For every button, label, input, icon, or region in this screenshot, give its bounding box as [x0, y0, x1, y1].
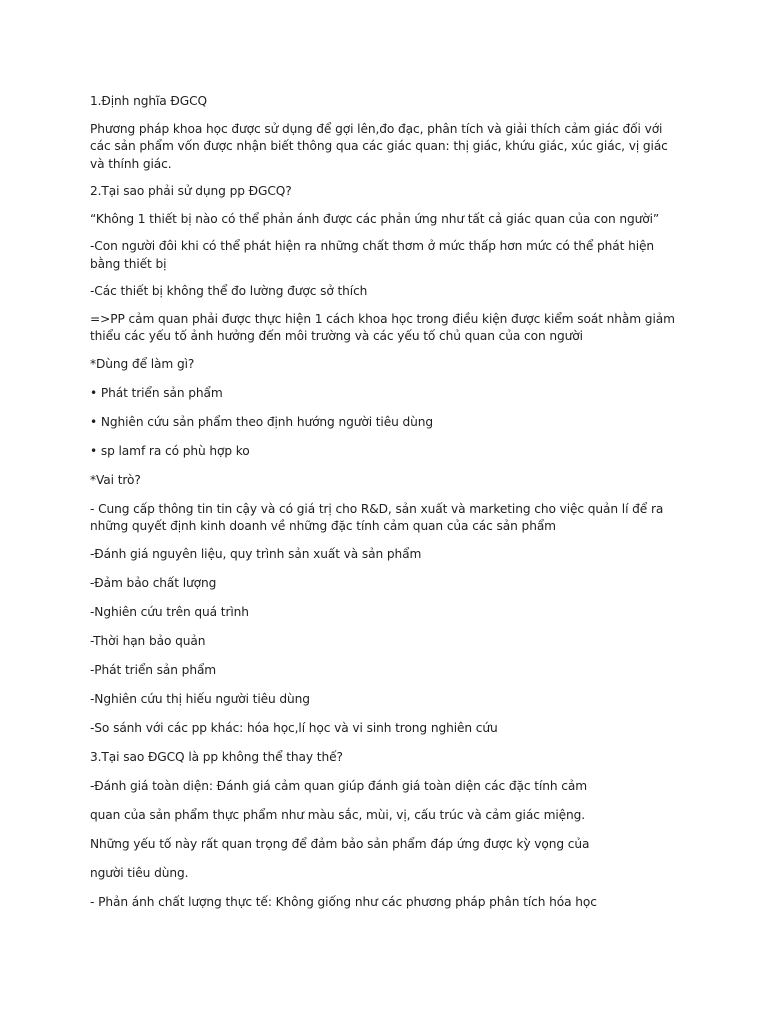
- role-paragraph: - Cung cấp thông tin tin cậy và có giá trị cho R&D, sản xuất và marketing cho việc quản lí để ra những quyết định kinh doanh về những đặc tính cảm quan của các sản phẩm: [90, 501, 664, 533]
- body-line: -Đánh giá toàn diện: Đánh giá cảm quan giúp đánh giá toàn diện các đặc tính cảm: [90, 778, 587, 793]
- role-item: -Đảm bảo chất lượng: [90, 575, 217, 590]
- role-item: -Đánh giá nguyên liệu, quy trình sản xuất và sản phẩm: [90, 546, 422, 561]
- reason-paragraph: -Các thiết bị không thể đo lường được sở thích: [90, 284, 368, 298]
- body-line: - Phản ánh chất lượng thực tế: Không giống như các phương pháp phân tích hóa học: [90, 894, 597, 909]
- role-item: -So sánh với các pp khác: hóa học,lí học và vi sinh trong nghiên cứu: [90, 720, 498, 735]
- document-body: [90, 93, 680, 923]
- body-line: Những yếu tố này rất quan trọng để đảm bảo sản phẩm đáp ứng được kỳ vọng của: [90, 836, 590, 851]
- section-heading-2: 2.Tại sao phải sử dụng pp ĐGCQ?: [90, 184, 292, 198]
- body-line: quan của sản phẩm thực phẩm như màu sắc, mùi, vị, cấu trúc và cảm giác miệng.: [90, 807, 586, 822]
- body-line: người tiêu dùng.: [90, 865, 189, 880]
- definition-paragraph: Phương pháp khoa học được sử dụng để gợi lên,đo đạc, phân tích và giải thích cảm giác đối với các sản phẩm vốn được nhận biết thông qua các giác quan: thị giác, khứu giác, xúc giác, vị giác và thính giác.: [90, 121, 668, 171]
- quote-paragraph: “Không 1 thiết bị nào có thể phản ánh được các phản ứng như tất cả giác quan của con người”: [90, 211, 660, 226]
- conclusion-paragraph: =>PP cảm quan phải được thực hiện 1 cách khoa học trong điều kiện được kiểm soát nhằm giảm thiểu các yếu tố ảnh hưởng đến môi trường và các yếu tố chủ quan của con người: [90, 311, 675, 343]
- subheading-usage: *Dùng để làm gì?: [90, 356, 195, 371]
- section-heading-1: 1.Định nghĩa ĐGCQ: [90, 94, 207, 108]
- role-item: -Thời hạn bảo quản: [90, 633, 206, 648]
- reason-paragraph: -Con người đôi khi có thể phát hiện ra những chất thơm ở mức thấp hơn mức có thể phát hiện bằng thiết bị: [90, 239, 655, 271]
- role-item: -Nghiên cứu thị hiếu người tiêu dùng: [90, 691, 310, 706]
- subheading-role: *Vai trò?: [90, 472, 141, 487]
- role-item: -Nghiên cứu trên quá trình: [90, 604, 249, 619]
- role-item: -Phát triển sản phẩm: [90, 662, 217, 677]
- section-heading-3: 3.Tại sao ĐGCQ là pp không thể thay thế?: [90, 749, 343, 764]
- bullet-item: • Phát triển sản phẩm: [90, 385, 223, 400]
- bullet-item: • sp lamf ra có phù hợp ko: [90, 443, 250, 458]
- bullet-item: • Nghiên cứu sản phẩm theo định hướng người tiêu dùng: [90, 414, 434, 429]
